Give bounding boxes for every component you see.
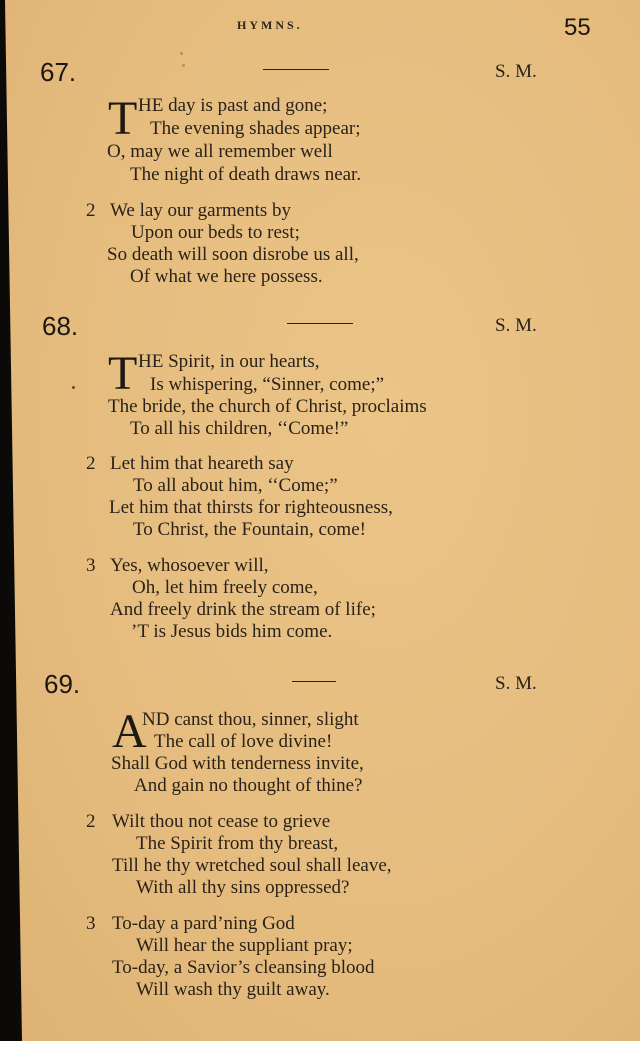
paper-speck (180, 52, 183, 55)
verse-number: 3 (86, 913, 96, 934)
hymn-line: The Spirit from thy breast, (136, 833, 339, 854)
hymn-line: Wilt thou not cease to grieve (112, 811, 331, 832)
hymn-line: Yes, whosoever will, (110, 555, 269, 576)
hymn-meter: S. M. (495, 61, 537, 82)
drop-cap: T (108, 347, 138, 400)
hymn-header (0, 57, 640, 87)
hymn-line: O, may we all remember well (107, 141, 333, 162)
page-number: 55 (564, 14, 591, 41)
hymn-number: 69. (44, 669, 81, 699)
hymn-number: 67. (40, 57, 77, 87)
hymn-line: The evening shades appear; (150, 118, 361, 139)
hymn-line: The bride, the church of Christ, proclaims (108, 396, 427, 417)
hymn-header (0, 669, 640, 699)
drop-cap: T (108, 92, 138, 145)
hymn-line: And gain no thought of thine? (134, 775, 363, 796)
hymn-line: To-day, a Savior’s cleansing blood (112, 957, 375, 978)
hymn-line: So death will soon disrobe us all, (107, 244, 359, 265)
hymn-line: We lay our garments by (110, 200, 292, 221)
hymn-line: To-day a pard’ning God (112, 913, 295, 934)
hymn-line: Will hear the suppliant pray; (136, 935, 353, 956)
hymn-line: HE day is past and gone; (138, 95, 328, 116)
hymn-line: To all his children, ‘‘Come!” (130, 418, 349, 439)
hymn-line: To all about him, ‘‘Come;” (133, 475, 338, 496)
hymn-line: Let him that thirsts for righteousness, (109, 497, 393, 518)
hymn-meter: S. M. (495, 673, 537, 694)
verse-number: 2 (86, 200, 96, 221)
hymn-number: 68. (42, 311, 79, 341)
verse-number: 3 (86, 555, 96, 576)
hymn-line: The night of death draws near. (130, 164, 362, 185)
book-binding-shadow (0, 0, 24, 1041)
hymn-header (0, 311, 640, 341)
hymn-line: HE Spirit, in our hearts, (138, 351, 320, 372)
hymn-line: Is whispering, “Sinner, come;” (150, 374, 385, 395)
hymn-line: Will wash thy guilt away. (136, 979, 330, 1000)
drop-cap: A (112, 705, 147, 758)
hymn-line: The call of love divine! (154, 731, 333, 752)
hymn-line: ’T is Jesus bids him come. (131, 621, 333, 642)
running-head: HYMNS. (237, 18, 303, 32)
hymn-divider-rule (292, 681, 336, 682)
hymn-line: To Christ, the Fountain, come! (133, 519, 366, 540)
hymn-line: ND canst thou, sinner, slight (142, 709, 359, 730)
hymn-line: Let him that heareth say (110, 453, 294, 474)
hymn-line: Oh, let him freely come, (132, 577, 318, 598)
hymn-line: Till he thy wretched soul shall leave, (112, 855, 392, 876)
hymn-line: Shall God with tenderness invite, (111, 753, 364, 774)
verse-number: 2 (86, 811, 96, 832)
hymn-line: With all thy sins oppressed? (136, 877, 350, 898)
verse-number: 2 (86, 453, 96, 474)
hymn-line: And freely drink the stream of life; (110, 599, 376, 620)
hymn-divider-rule (263, 69, 329, 70)
hymn-divider-rule (287, 323, 353, 324)
paper-speck (72, 386, 75, 389)
hymn-line: Upon our beds to rest; (131, 222, 300, 243)
hymn-meter: S. M. (495, 315, 537, 336)
hymn-line: Of what we here possess. (130, 266, 323, 287)
